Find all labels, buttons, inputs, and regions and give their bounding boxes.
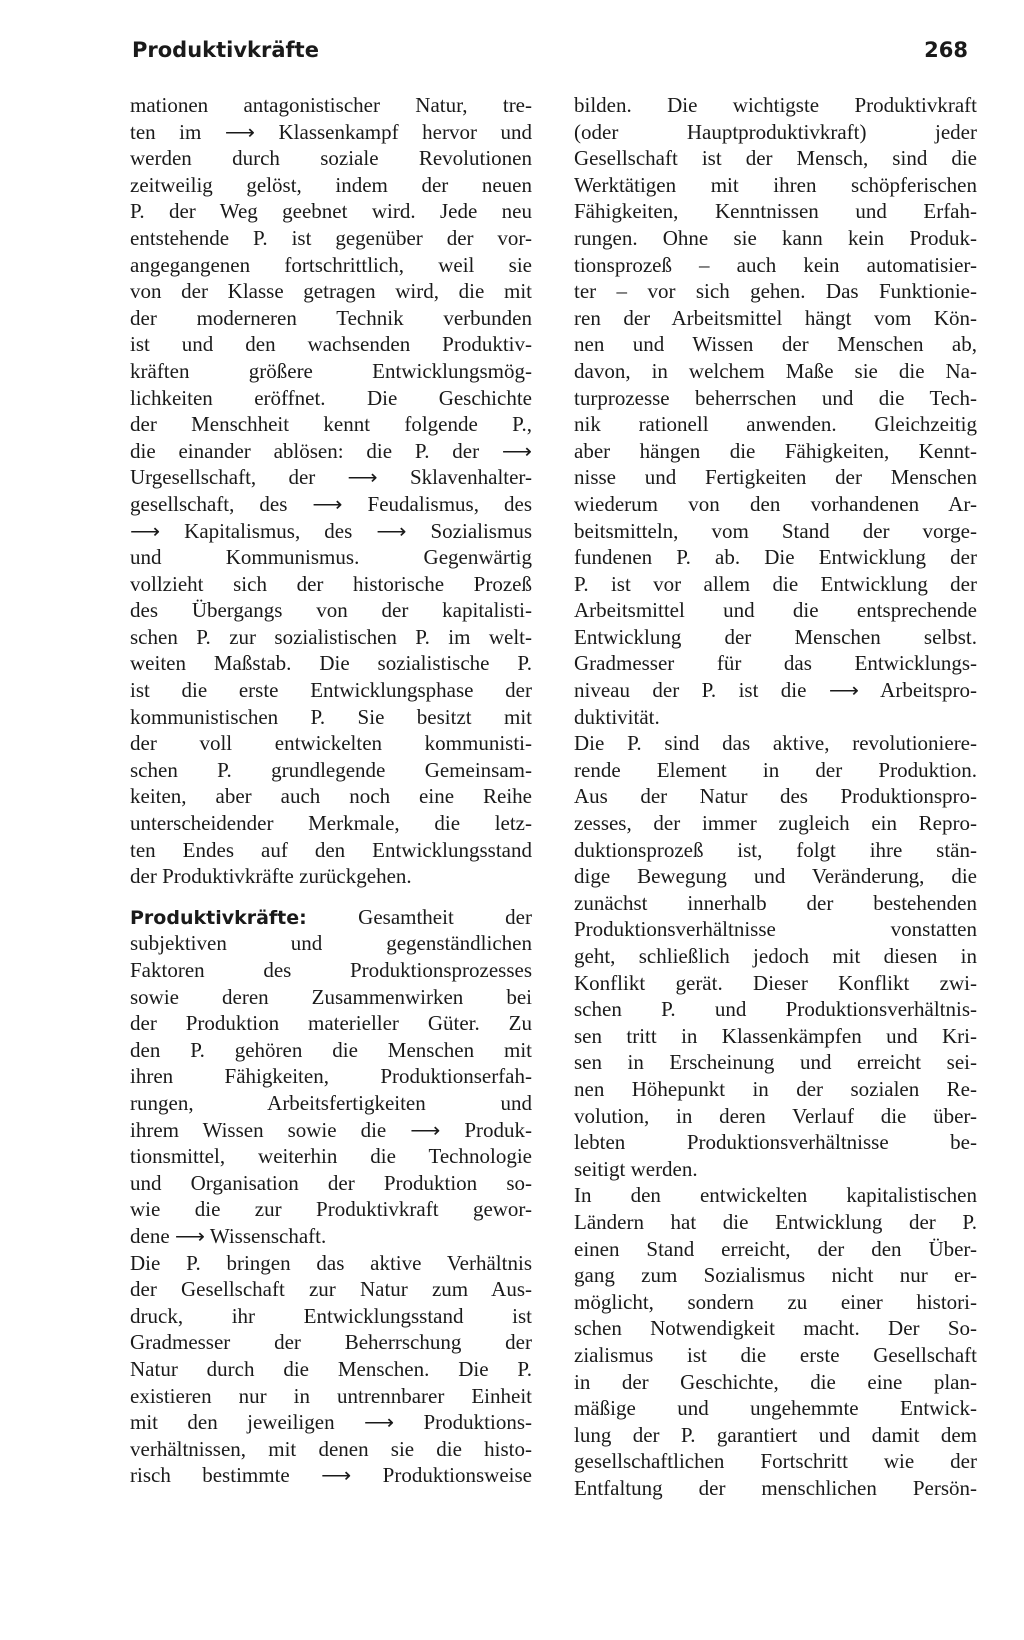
text-line: Gradmesser für das Entwicklungs- [574, 651, 977, 676]
text-line: duktionsprozeß ist, folgt ihre stän- [574, 837, 977, 862]
text-line: gang zum Sozialismus nicht nur er- [574, 1263, 977, 1288]
text-line: einen Stand erreicht, der den Über- [574, 1236, 977, 1261]
text-line: ren der Arbeitsmittel hängt vom Kön- [574, 305, 977, 330]
text-line: angegangenen fortschrittlich, weil sie [130, 252, 532, 277]
text-line: vollzieht sich der historische Prozeß [130, 571, 532, 596]
text-line: mationen antagonistischer Natur, tre- [130, 93, 532, 117]
text-line: schen P. grundlegende Gemeinsam- [130, 757, 532, 782]
entry-keyword: Produktivkräfte: [130, 906, 307, 929]
text-line: werden durch soziale Revolutionen [130, 146, 532, 171]
running-head-title: Produktivkräfte [132, 38, 319, 62]
text-line: geht, schließlich jedoch mit diesen in [574, 944, 977, 968]
text-line: in der Geschichte, die eine plan- [574, 1369, 977, 1394]
text-line: Aus der Natur des Produktionspro- [574, 784, 977, 809]
text-line: turprozesse beherrschen und die Tech- [574, 385, 977, 410]
text-line: Gesellschaft ist der Mensch, sind die [574, 146, 977, 171]
text-line: von der Klasse getragen wird, die mit [130, 279, 532, 304]
text-line: sen tritt in Klassenkämpfen und Kri- [574, 1023, 977, 1048]
text-line: davon, in welchem Maße sie die Na- [574, 358, 977, 383]
text-line: Entfaltung der menschlichen Persön- [574, 1475, 977, 1500]
text-line: und Kommunismus. Gegenwärtig [130, 545, 532, 570]
text-line: ist und den wachsenden Produktiv- [130, 332, 532, 357]
text-line: wie die zur Produktivkraft gewor- [130, 1197, 532, 1222]
text-line: ⟶ Kapitalismus, des ⟶ Sozialismus [130, 518, 532, 543]
text-line: Ländern hat die Entwicklung der P. [574, 1209, 977, 1234]
text-line: verhältnissen, mit denen sie die histo- [130, 1436, 532, 1461]
text-line: Arbeitsmittel und die entsprechende [574, 598, 977, 623]
text-line: der Produktivkräfte zurückgehen. [130, 864, 412, 889]
text-line: existieren nur in untrennbarer Einheit [130, 1383, 532, 1408]
text-line: (oder Hauptproduktivkraft) jeder [574, 119, 977, 144]
text-line: zialismus ist die erste Gesellschaft [574, 1342, 977, 1367]
text-line: zesses, der immer zugleich ein Repro- [574, 811, 977, 836]
text-line: ter – vor sich gehen. Das Funktionie- [574, 279, 977, 304]
text-line: rende Element in der Produktion. [574, 757, 977, 782]
text-line: duktivität. [574, 704, 660, 729]
text-line: gesellschaft, des ⟶ Feudalismus, des [130, 491, 532, 516]
text-line: mäßige und ungehemmte Entwick- [574, 1396, 977, 1421]
text-line: gesellschaftlichen Fortschritt wie der [574, 1449, 977, 1474]
text-line: Werktätigen mit ihren schöpferischen [574, 172, 977, 197]
text-line: schen P. und Produktionsverhältnis- [574, 997, 977, 1022]
text-line: zunächst innerhalb der bestehenden [574, 890, 977, 915]
text-line: kräften größere Entwicklungsmög- [130, 358, 532, 383]
text-line: wiederum von den vorhandenen Ar- [574, 491, 977, 516]
text-line: bilden. Die wichtigste Produktivkraft [574, 93, 977, 117]
text-line: ten im ⟶ Klassenkampf hervor und [130, 119, 532, 144]
text-line: der voll entwickelten kommunisti- [130, 731, 532, 756]
text-line: schen P. zur sozialistischen P. im welt- [130, 624, 532, 649]
text-line: möglicht, sondern zu einer histori- [574, 1289, 977, 1314]
text-line: den P. gehören die Menschen mit [130, 1037, 532, 1062]
text-line: der Produktion materieller Güter. Zu [130, 1011, 532, 1036]
text-line: nen Höhepunkt in der sozialen Re- [574, 1076, 977, 1101]
text-line: seitigt werden. [574, 1156, 698, 1181]
text-line: und Organisation der Produktion so- [130, 1170, 532, 1195]
entry-definition-start: Gesamtheit der [358, 904, 532, 929]
text-line: nisse und Fertigkeiten der Menschen [574, 465, 977, 490]
text-line: rungen, Arbeitsfertigkeiten und [130, 1090, 532, 1115]
text-line: Die P. sind das aktive, revolutioniere- [574, 731, 977, 756]
text-line: sen in Erscheinung und erreicht sei- [574, 1050, 977, 1075]
text-line: der Gesellschaft zur Natur zum Aus- [130, 1277, 532, 1302]
text-line: nen und Wissen der Menschen ab, [574, 332, 977, 357]
text-line: Natur durch die Menschen. Die P. [130, 1356, 532, 1381]
text-line: Die P. bringen das aktive Verhältnis [130, 1250, 532, 1275]
page-number: 268 [924, 38, 968, 62]
left-column [130, 92, 532, 1489]
text-line: schen Notwendigkeit macht. Der So- [574, 1316, 977, 1341]
text-line: ihrem Wissen sowie die ⟶ Produk- [130, 1117, 532, 1142]
text-line: risch bestimmte ⟶ Produktionsweise [130, 1463, 532, 1488]
text-line: der Menschheit kennt folgende P., [130, 412, 532, 437]
text-line: sowie deren Zusammenwirken bei [130, 984, 532, 1009]
text-line: rungen. Ohne sie kann kein Produk- [574, 225, 977, 250]
right-column [574, 92, 977, 1501]
text-line: tionsmittel, weiterhin die Technologie [130, 1144, 532, 1169]
text-line: ten Endes auf den Entwicklungsstand [130, 837, 532, 862]
text-line: beitsmitteln, vom Stand der vorge- [574, 518, 977, 543]
entry-spacer [130, 890, 532, 904]
running-head [132, 38, 968, 72]
text-line: dige Bewegung und Veränderung, die [574, 864, 977, 889]
text-line: Fähigkeiten, Kenntnissen und Erfah- [574, 199, 977, 224]
text-line: Gradmesser der Beherrschung der [130, 1330, 532, 1355]
text-line: tionsprozeß – auch kein automatisier- [574, 252, 977, 277]
text-line: lebten Produktionsverhältnisse be- [574, 1130, 977, 1155]
text-line: P. ist vor allem die Entwicklung der [574, 571, 977, 596]
text-line: keiten, aber auch noch eine Reihe [130, 784, 532, 809]
text-line: Faktoren des Produktionsprozesses [130, 958, 532, 982]
text-line: Entwicklung der Menschen selbst. [574, 624, 977, 649]
text-line: Urgesellschaft, der ⟶ Sklavenhalter- [130, 465, 532, 490]
text-line: zeitweilig gelöst, indem der neuen [130, 172, 532, 197]
text-line: entstehende P. ist gegenüber der vor- [130, 225, 532, 250]
text-line: Produktionsverhältnisse vonstatten [574, 917, 977, 942]
text-line: aber hängen die Fähigkeiten, Kennt- [574, 438, 977, 463]
text-line: In den entwickelten kapitalistischen [574, 1183, 977, 1208]
text-line: P. der Weg geebnet wird. Jede neu [130, 199, 532, 224]
text-line: nik rationell anwenden. Gleichzeitig [574, 412, 977, 437]
text-line: mit den jeweiligen ⟶ Produktions- [130, 1410, 532, 1435]
text-line: lung der P. garantiert und damit dem [574, 1422, 977, 1447]
text-line: niveau der P. ist die ⟶ Arbeitspro- [574, 678, 977, 703]
text-line: subjektiven und gegenständlichen [130, 931, 532, 956]
text-line: Konflikt gerät. Dieser Konflikt zwi- [574, 970, 977, 995]
text-line: die einander ablösen: die P. der ⟶ [130, 438, 532, 463]
entry-heading-line [130, 904, 532, 931]
text-line: kommunistischen P. Sie besitzt mit [130, 704, 532, 729]
text-line: ihren Fähigkeiten, Produktionserfah- [130, 1064, 532, 1089]
text-line: des Übergangs von der kapitalisti- [130, 598, 532, 623]
text-line: der moderneren Technik verbunden [130, 305, 532, 330]
text-line: fundenen P. ab. Die Entwicklung der [574, 545, 977, 570]
text-line: weiten Maßstab. Die sozialistische P. [130, 651, 532, 676]
text-line: druck, ihr Entwicklungsstand ist [130, 1303, 532, 1328]
text-line: dene ⟶ Wissenschaft. [130, 1223, 327, 1248]
text-line: volution, in deren Verlauf die über- [574, 1103, 977, 1128]
text-line: lichkeiten eröffnet. Die Geschichte [130, 385, 532, 410]
text-line: unterscheidender Merkmale, die letz- [130, 811, 532, 836]
text-line: ist die erste Entwicklungsphase der [130, 678, 532, 703]
